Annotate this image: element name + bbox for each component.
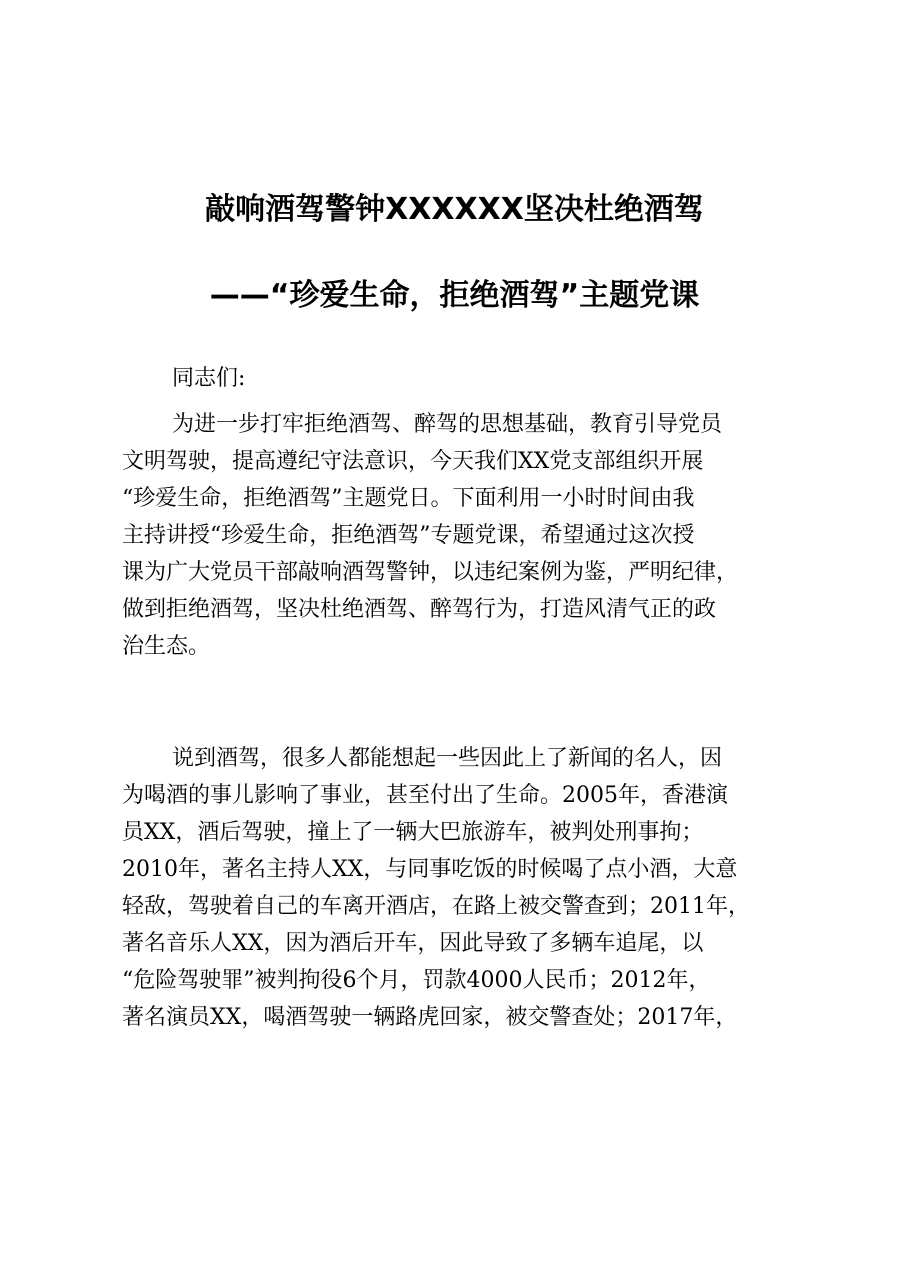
paragraph-2-line: 著名音乐人XX，因为酒后开车，因此导致了多辆车追尾，以 xyxy=(122,931,704,956)
paragraph-2-line: 2010年，著名主持人XX，与同事吃饭的时候喝了点小酒，大意 xyxy=(122,857,738,882)
paragraph-2-line: 说到酒驾，很多人都能想起一些因此上了新闻的名人，因 xyxy=(172,746,723,771)
paragraph-1-line: 为进一步打牢拒绝酒驾、醉驾的思想基础，教育引导党员 xyxy=(172,412,723,437)
paragraph-2-line: 为喝酒的事儿影响了事业，甚至付出了生命。2005年，香港演 xyxy=(122,783,728,808)
paragraph-1-line: 文明驾驶，提高遵纪守法意识，今天我们XX党支部组织开展 xyxy=(122,449,704,474)
document-body xyxy=(122,360,812,1120)
paragraph-1-line: 做到拒绝酒驾，坚决杜绝酒驾、醉驾行为，打造风清气正的政 xyxy=(122,597,717,622)
paragraph-1-line: 课为广大党员干部敲响酒驾警钟，以违纪案例为鉴，严明纪律， xyxy=(122,560,739,585)
paragraph-2-line: 员XX，酒后驾驶，撞上了一辆大巴旅游车，被判处刑事拘； xyxy=(122,820,704,845)
paragraph-1-line: 主持讲授“珍爱生命，拒绝酒驾”专题党课，希望通过这次授 xyxy=(122,523,695,548)
paragraph-1-line: “珍爱生命，拒绝酒驾”主题党日。下面利用一小时时间由我 xyxy=(122,486,695,511)
document-title: 敲响酒驾警钟XXXXXX坚决杜绝酒驾 xyxy=(205,192,704,227)
document-subtitle: ——“珍爱生命，拒绝酒驾”主题党课 xyxy=(209,278,700,313)
paragraph-1-line: 治生态。 xyxy=(122,634,211,659)
salutation: 同志们: xyxy=(172,366,246,391)
paragraph-2-line: “危险驾驶罪”被判拘役6个月，罚款4000人民币；2012年， xyxy=(122,968,711,993)
paragraph-2-line: 著名演员XX，喝酒驾驶一辆路虎回家，被交警查处；2017年， xyxy=(122,1005,738,1030)
paragraph-2-line: 轻敌，驾驶着自己的车离开酒店，在路上被交警查到；2011年， xyxy=(122,894,750,919)
